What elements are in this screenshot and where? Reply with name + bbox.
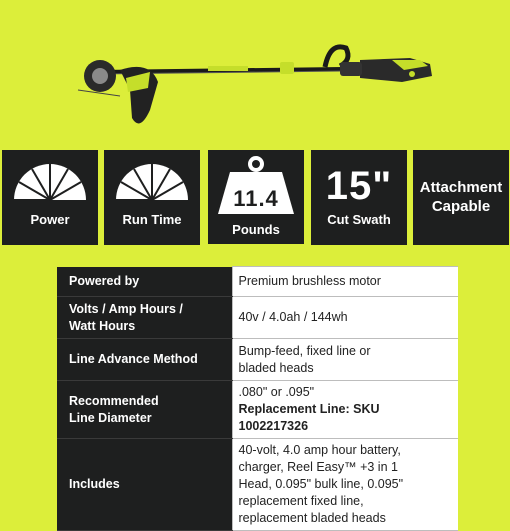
spec-value: 40v / 4.0ah / 144wh bbox=[232, 297, 458, 339]
badge-attachment-capable bbox=[413, 150, 509, 245]
spec-key: Powered by bbox=[57, 267, 232, 297]
spec-table bbox=[57, 266, 458, 531]
badge-weight bbox=[208, 150, 304, 244]
badge-line-1: Attachment bbox=[419, 179, 503, 196]
swath-value: 15" bbox=[325, 164, 393, 208]
spec-key: Line Advance Method bbox=[57, 339, 232, 381]
product-hero bbox=[0, 0, 510, 140]
string-trimmer-image bbox=[0, 0, 510, 140]
badge-cut-swath bbox=[311, 150, 407, 245]
replacement-line-sku: Replacement Line: SKU 1002217326 bbox=[238, 402, 380, 433]
semicircle-gauge-icon bbox=[112, 158, 192, 204]
spec-key: Includes bbox=[57, 439, 232, 531]
badge-line-2: Capable bbox=[431, 198, 491, 215]
spec-value: .080" or .095" Replacement Line: SKU 1002217326 bbox=[232, 381, 458, 439]
spec-value: Premium brushless motor bbox=[232, 267, 458, 297]
badge-run-time bbox=[104, 150, 200, 245]
table-row bbox=[57, 339, 458, 381]
spec-value: 40-volt, 4.0 amp hour battery, charger, Reel Easy™ +3 in 1 Head, 0.095" bulk line, 0.095" replacement fixed line, replacement bladed heads bbox=[232, 439, 458, 531]
feature-badges bbox=[0, 150, 510, 245]
badge-label: Cut Swath bbox=[327, 212, 391, 227]
spec-key: Recommended Line Diameter bbox=[57, 381, 232, 439]
badge-power bbox=[2, 150, 98, 245]
table-row bbox=[57, 439, 458, 531]
weight-value: 11.4 bbox=[233, 186, 279, 211]
table-row bbox=[57, 297, 458, 339]
spec-key: Volts / Amp Hours / Watt Hours bbox=[57, 297, 232, 339]
table-row bbox=[57, 381, 458, 439]
badge-label: Run Time bbox=[122, 212, 182, 227]
badge-label: Pounds bbox=[232, 222, 280, 237]
semicircle-gauge-icon bbox=[10, 158, 90, 204]
spec-value: Bump-feed, fixed line or bladed heads bbox=[232, 339, 458, 381]
table-row bbox=[57, 267, 458, 297]
badge-label: Power bbox=[30, 212, 70, 227]
